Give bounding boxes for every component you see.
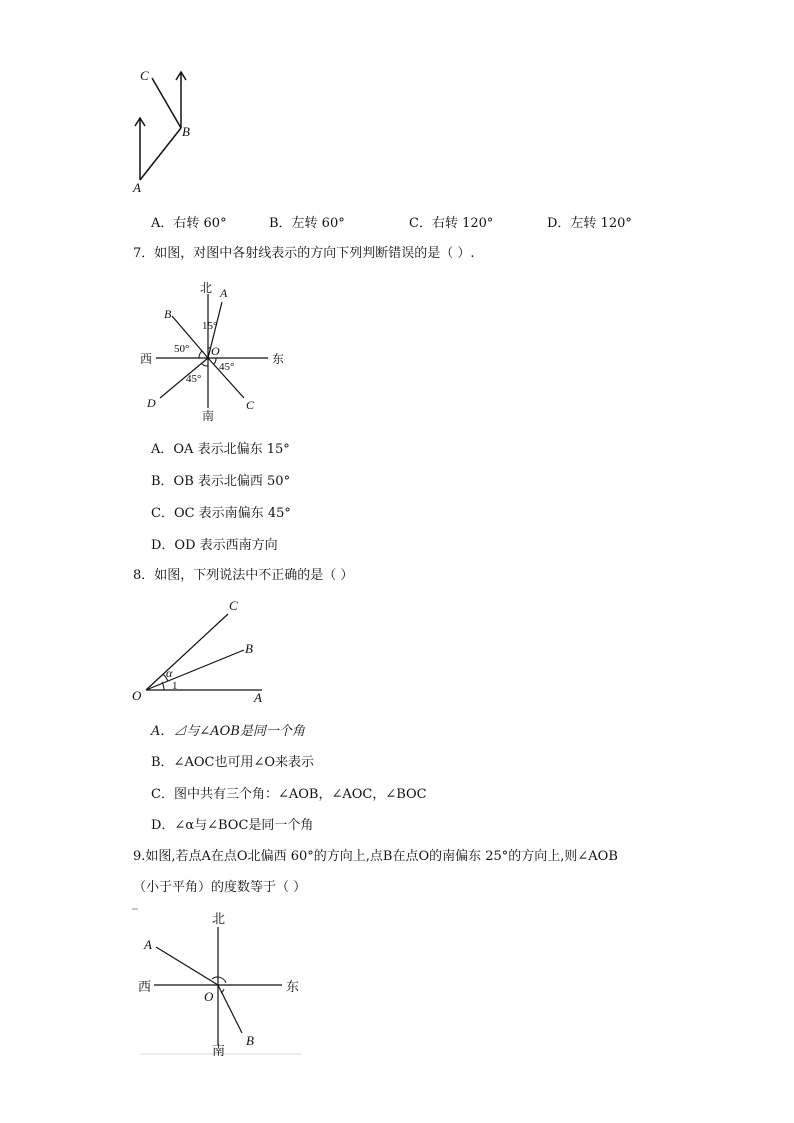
q6-option-a[interactable]: A．右转 60° xyxy=(151,216,227,231)
q7-label-south: 南 xyxy=(202,409,215,423)
q9-ray-oa xyxy=(156,947,218,985)
q7-option-a[interactable]: A．OA 表示北偏东 15° xyxy=(151,442,290,457)
q7-label-o: O xyxy=(211,344,220,358)
q7-option-d[interactable]: D．OD 表示西南方向 xyxy=(151,538,278,553)
q7-label-west: 西 xyxy=(140,352,153,366)
q8-option-a[interactable]: A．⊿与∠AOB是同一个角 xyxy=(151,724,305,739)
q8-label-b: B xyxy=(245,641,253,656)
q7-label-d: D xyxy=(147,396,156,410)
q9-label-a: A xyxy=(144,937,152,952)
q7-option-b[interactable]: B．OB 表示北偏西 50° xyxy=(151,474,291,489)
q6-option-c[interactable]: C．右转 120° xyxy=(409,216,494,231)
q8-label-o: O xyxy=(132,688,142,703)
q8-label-alpha: α xyxy=(166,666,173,680)
q7-angle-15: 15° xyxy=(202,320,218,332)
q6-options xyxy=(151,212,671,232)
q6-label-b: B xyxy=(182,124,190,139)
q6-option-b[interactable]: B．左转 60° xyxy=(269,216,345,231)
q8-option-b[interactable]: B．∠AOC也可用∠O来表示 xyxy=(151,755,314,770)
q6-figure xyxy=(128,62,198,194)
q9-compass-figure xyxy=(132,905,304,1057)
q8-option-c[interactable]: C．图中共有三个角：∠AOB，∠AOC，∠BOC xyxy=(151,787,427,802)
q9-label-o: O xyxy=(204,989,214,1004)
q8-label-a: A xyxy=(254,690,262,705)
q7-label-b: B xyxy=(164,307,172,321)
q8-angle-figure xyxy=(128,596,278,708)
q7-label-a: A xyxy=(220,286,228,300)
q7-compass-figure xyxy=(136,278,296,426)
q9-label-north: 北 xyxy=(212,911,226,926)
q9-label-b: B xyxy=(246,1033,254,1048)
q7-label-c: C xyxy=(246,398,255,412)
q9-label-south: 南 xyxy=(212,1043,226,1057)
q6-segment-bc xyxy=(152,78,181,128)
q7-option-c[interactable]: C．OC 表示南偏东 45° xyxy=(151,506,291,521)
q9-label-east: 东 xyxy=(286,979,300,994)
q9-label-west: 西 xyxy=(138,979,152,994)
q6-segment-ab xyxy=(140,128,181,180)
q6-option-d[interactable]: D．左转 120° xyxy=(547,216,632,231)
q7-label-east: 东 xyxy=(272,352,285,366)
q7-angle-50: 50° xyxy=(174,343,190,355)
q8-label-c: C xyxy=(229,598,238,613)
q8-stem: 8．如图，下列说法中不正确的是（ ） xyxy=(133,568,354,583)
q8-label-one: 1 xyxy=(172,680,178,692)
q8-ray-oc xyxy=(146,614,228,690)
q9-stem-line2: （小于平角）的度数等于（ ） xyxy=(133,880,307,895)
q9-stem-line1: 9.如图,若点A在点O北偏西 60°的方向上,点B在点O的南偏东 25°的方向上,则∠AOB xyxy=(133,849,618,864)
q7-label-north: 北 xyxy=(200,281,213,295)
q7-stem: 7．如图，对图中各射线表示的方向下列判断错误的是（ ）. xyxy=(133,246,475,261)
q7-angle-45-south: 45° xyxy=(186,373,202,385)
q7-angle-45-east: 45° xyxy=(219,361,235,373)
q6-label-a: A xyxy=(133,180,141,194)
q8-ray-ob xyxy=(146,650,244,690)
q6-label-c: C xyxy=(140,68,149,83)
q8-option-d[interactable]: D．∠α与∠BOC是同一个角 xyxy=(151,818,314,833)
